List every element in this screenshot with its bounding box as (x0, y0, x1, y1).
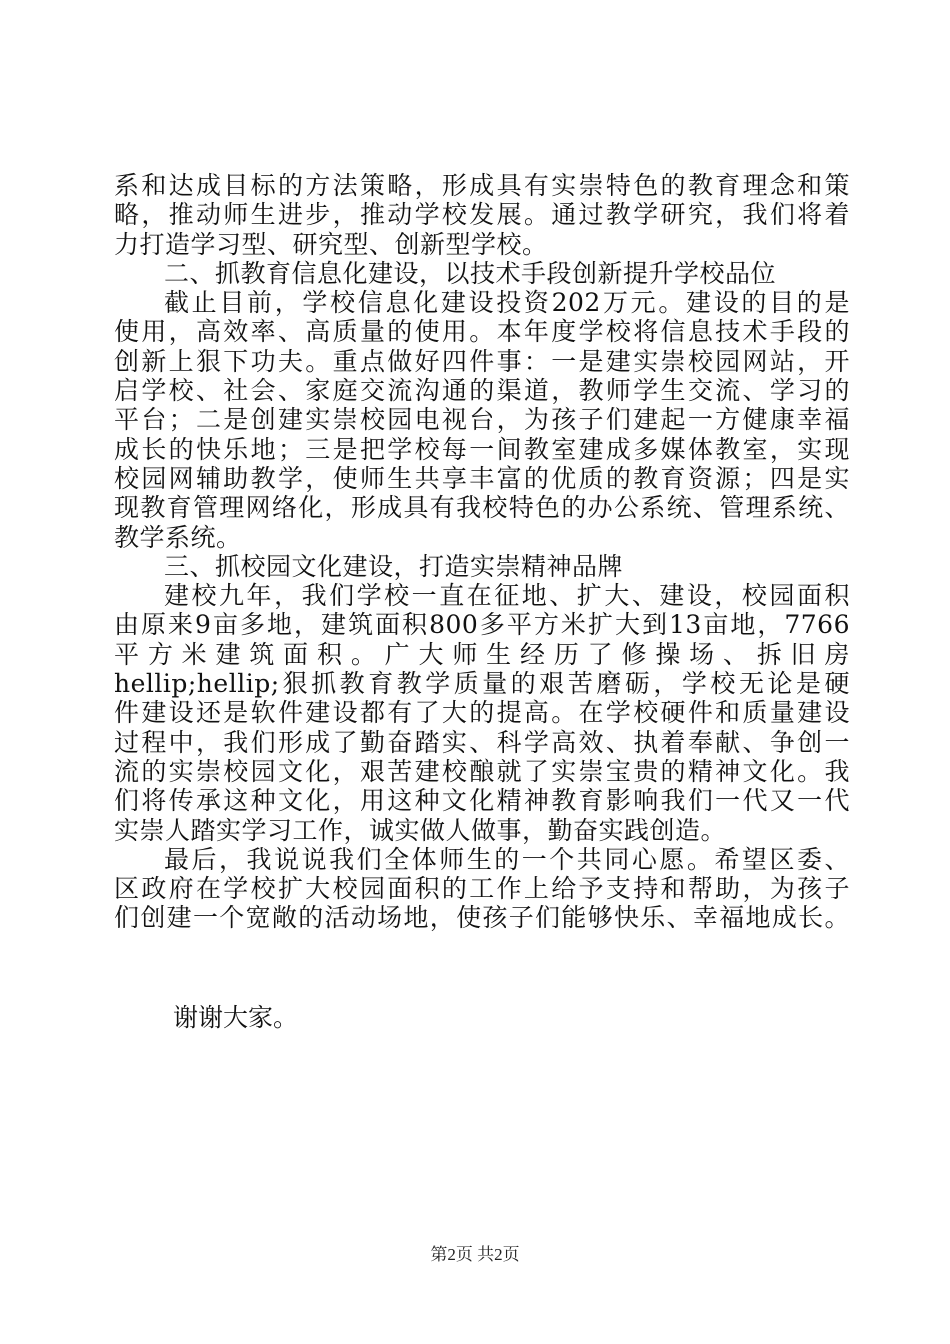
paragraph-line: 校园网辅助教学，使师生共享丰富的优质的教育资源；四是实 (114, 463, 850, 493)
paragraph-line: hellip;hellip;狠抓教育教学质量的艰苦磨砺，学校无论是硬 (114, 669, 850, 699)
paragraph-line: 最后，我说说我们全体师生的一个共同心愿。希望区委、 (164, 844, 850, 874)
paragraph-line: 力打造学习型、研究型、创新型学校。 (114, 229, 548, 259)
paragraph-line: 实崇人踏实学习工作，诚实做人做事，勤奋实践创造。 (114, 815, 727, 845)
paragraph-line: 创新上狠下功夫。重点做好四件事：一是建实崇校园网站，开 (114, 346, 850, 376)
paragraph-line: 现教育管理网络化，形成具有我校特色的办公系统、管理系统、 (114, 493, 850, 523)
paragraph-line: 使用，高效率、高质量的使用。本年度学校将信息技术手段的 (114, 317, 850, 347)
paragraph-line: 过程中，我们形成了勤奋踏实、科学高效、执着奉献、争创一 (114, 727, 850, 757)
paragraph-line: 区政府在学校扩大校园面积的工作上给予支持和帮助，为孩子 (114, 874, 850, 904)
paragraph-line: 们将传承这种文化，用这种文化精神教育影响我们一代又一代 (114, 786, 850, 816)
paragraph-line: 们创建一个宽敞的活动场地，使孩子们能够快乐、幸福地成长。 (114, 903, 850, 933)
paragraph-line: 教学系统。 (114, 522, 242, 552)
paragraph-line: 建校九年，我们学校一直在征地、扩大、建设，校园面积 (164, 581, 850, 611)
paragraph-line: 件建设还是软件建设都有了大的提高。在学校硬件和质量建设 (114, 698, 850, 728)
paragraph-line: 截止目前，学校信息化建设投资202万元。建设的目的是 (164, 288, 850, 318)
paragraph-line: 略，推动师生进步，推动学校发展。通过教学研究，我们将着 (114, 200, 850, 230)
paragraph-line: 平台；二是创建实崇校园电视台，为孩子们建起一方健康幸福 (114, 405, 850, 435)
closing-remark: 谢谢大家。 (173, 1003, 299, 1032)
section-heading-3: 三、抓校园文化建设，打造实崇精神品牌 (164, 551, 624, 581)
document-body (114, 171, 850, 933)
section-heading-2: 二、抓教育信息化建设，以技术手段创新提升学校品位 (164, 258, 777, 288)
paragraph-line: 流的实崇校园文化，艰苦建校酿就了实崇宝贵的精神文化。我 (114, 756, 850, 786)
paragraph-line: 系和达成目标的方法策略，形成具有实崇特色的教育理念和策 (114, 171, 850, 200)
paragraph-line: 启学校、社会、家庭交流沟通的渠道，教师学生交流、学习的 (114, 376, 850, 406)
paragraph-line: 由原来9亩多地，建筑面积800多平方米扩大到13亩地，7766 (114, 610, 850, 640)
page-footer: 第2页 共2页 (430, 1245, 520, 1264)
paragraph-line: 平方米建筑面积。广大师生经历了修操场、拆旧房 (114, 639, 850, 669)
paragraph-line: 成长的快乐地；三是把学校每一间教室建成多媒体教室，实现 (114, 434, 850, 464)
